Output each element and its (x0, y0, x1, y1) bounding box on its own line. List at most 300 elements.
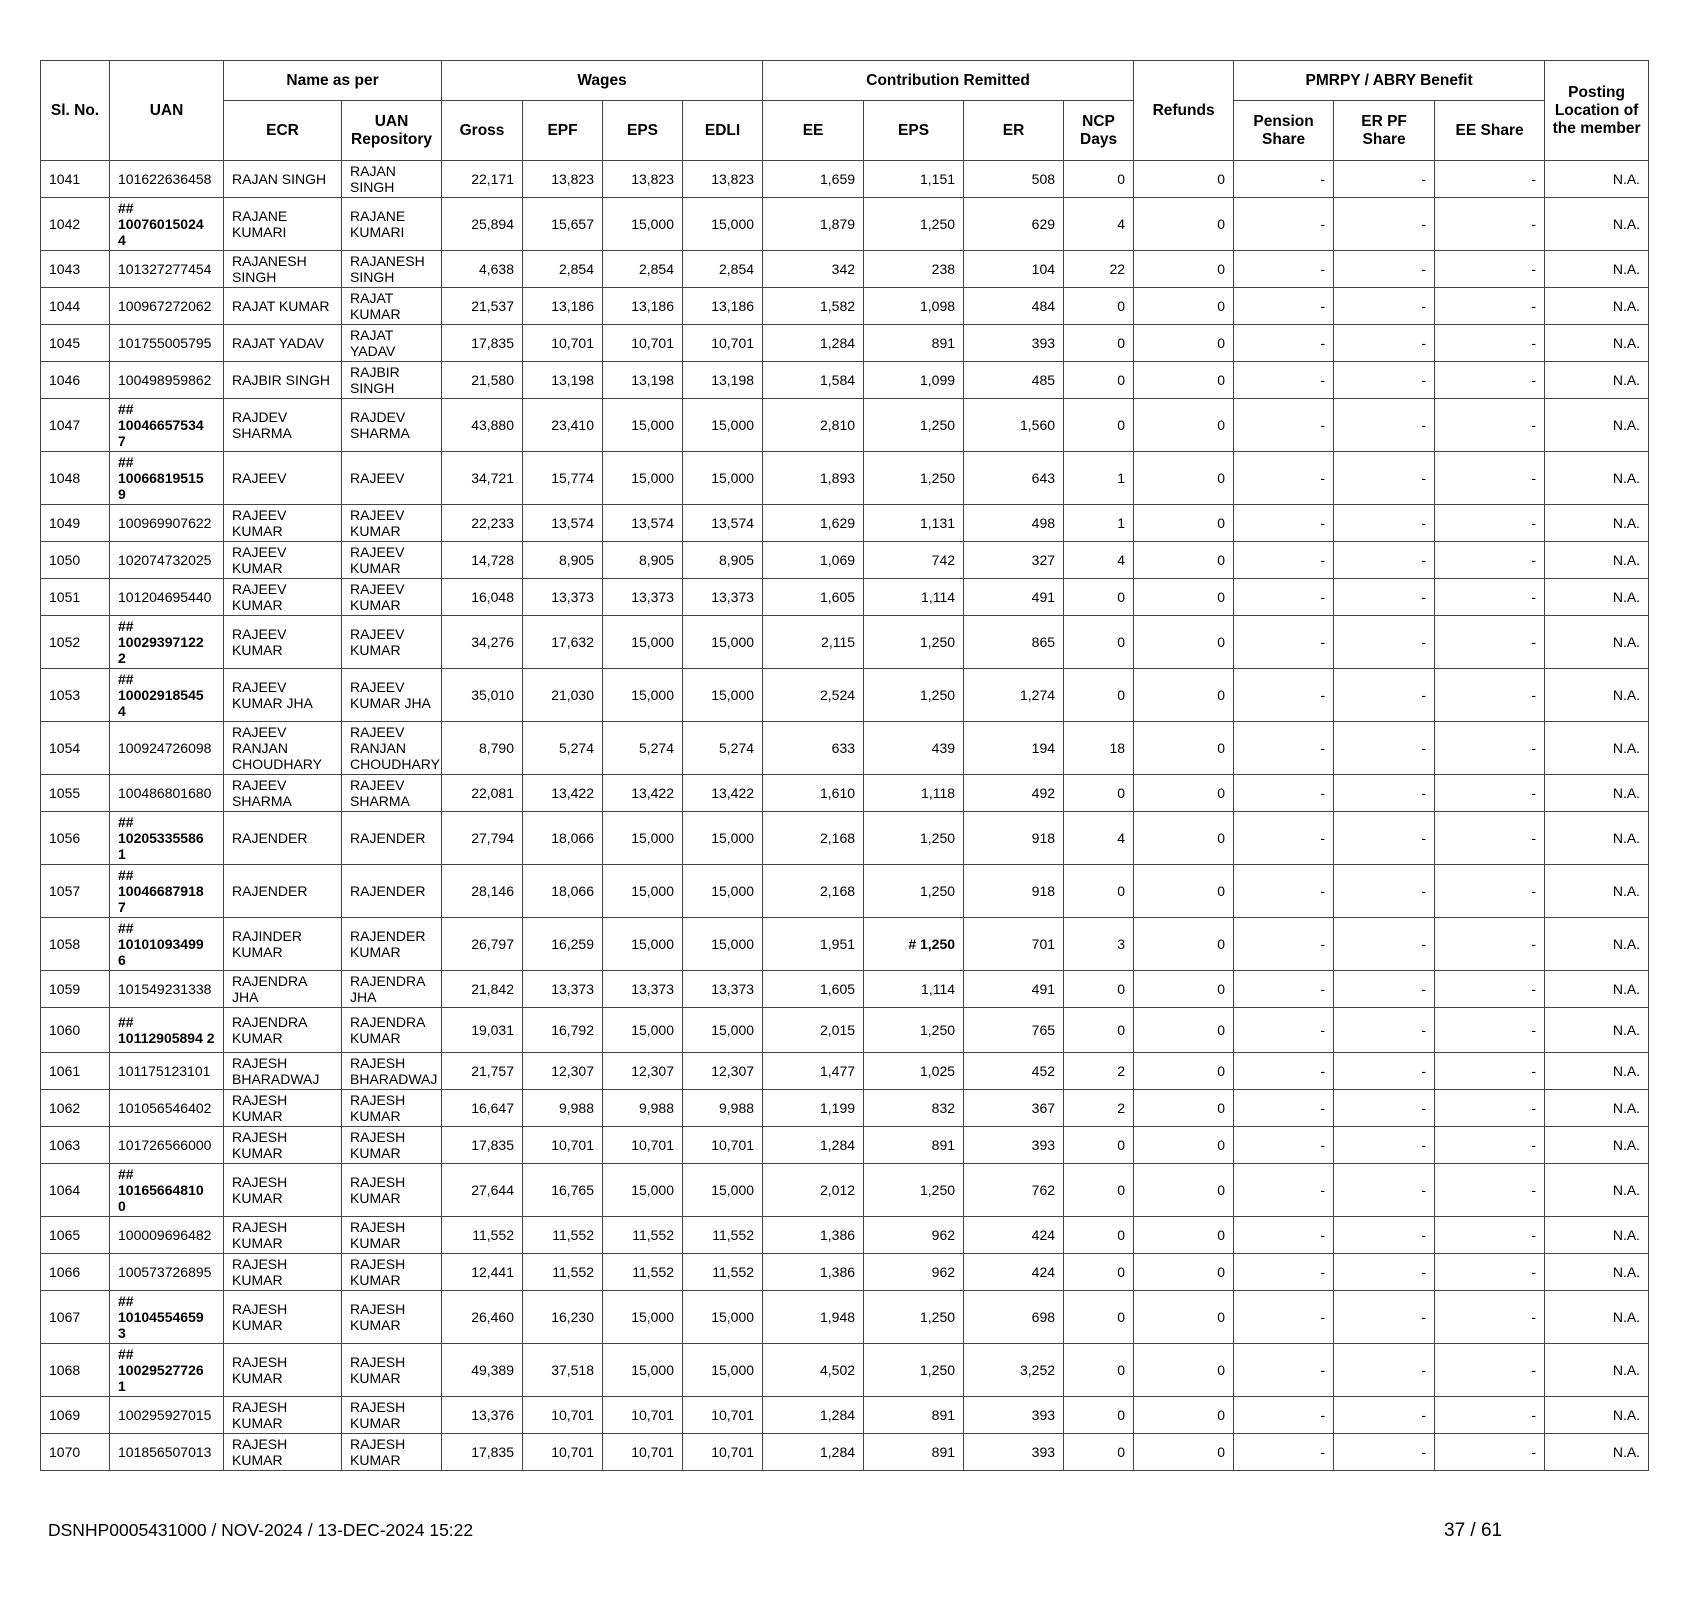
cell-contribution-eps: 1,250 (864, 669, 964, 722)
cell-pension-share: - (1234, 1090, 1334, 1127)
cell-er-pf-share: - (1334, 1434, 1435, 1471)
cell-name-ecr: RAJAT YADAV (224, 325, 342, 362)
cell-epf: 13,574 (523, 505, 603, 542)
cell-sl-no: 1047 (41, 399, 110, 452)
cell-er: 492 (964, 775, 1064, 812)
col-epf: EPF (523, 101, 603, 161)
cell-sl-no: 1043 (41, 251, 110, 288)
cell-epf: 12,307 (523, 1053, 603, 1090)
cell-refunds: 0 (1134, 198, 1234, 251)
cell-eps: 5,274 (603, 722, 683, 775)
cell-eps: 15,000 (603, 1291, 683, 1344)
cell-gross: 21,842 (442, 971, 523, 1008)
cell-ee: 1,284 (763, 1434, 864, 1471)
cell-er: 643 (964, 452, 1064, 505)
cell-ee: 2,015 (763, 1008, 864, 1053)
cell-gross: 43,880 (442, 399, 523, 452)
cell-gross: 35,010 (442, 669, 523, 722)
table-row (41, 1344, 1649, 1397)
cell-pension-share: - (1234, 1053, 1334, 1090)
cell-contribution-eps: 962 (864, 1254, 964, 1291)
cell-edli: 15,000 (683, 865, 763, 918)
cell-name-uan-repository: RAJENDER KUMAR (342, 918, 442, 971)
cell-er: 393 (964, 1434, 1064, 1471)
cell-sl-no: 1057 (41, 865, 110, 918)
cell-uan: 100486801680 (110, 775, 224, 812)
table-row (41, 918, 1649, 971)
cell-name-ecr: RAJEEV KUMAR (224, 616, 342, 669)
cell-sl-no: 1045 (41, 325, 110, 362)
cell-contribution-eps: 1,250 (864, 399, 964, 452)
cell-contribution-eps: 1,151 (864, 161, 964, 198)
table-row (41, 399, 1649, 452)
cell-posting-location: N.A. (1545, 1053, 1649, 1090)
group-pmrpy-abry: PMRPY / ABRY Benefit (1234, 61, 1545, 101)
cell-posting-location: N.A. (1545, 865, 1649, 918)
cell-ncp-days: 0 (1064, 865, 1134, 918)
cell-name-ecr: RAJESH KUMAR (224, 1344, 342, 1397)
cell-ncp-days: 1 (1064, 452, 1134, 505)
cell-ee-share: - (1435, 1397, 1545, 1434)
cell-posting-location: N.A. (1545, 1164, 1649, 1217)
cell-contribution-eps: 1,250 (864, 616, 964, 669)
cell-er: 698 (964, 1291, 1064, 1344)
cell-er: 918 (964, 812, 1064, 865)
cell-ncp-days: 0 (1064, 1254, 1134, 1291)
table-row (41, 865, 1649, 918)
cell-contribution-eps: 742 (864, 542, 964, 579)
cell-ee-share: - (1435, 1434, 1545, 1471)
col-contribution-eps: EPS (864, 101, 964, 161)
col-ncp-days: NCP Days (1064, 101, 1134, 161)
cell-ee-share: - (1435, 1127, 1545, 1164)
cell-gross: 21,757 (442, 1053, 523, 1090)
cell-gross: 17,835 (442, 1434, 523, 1471)
table-row (41, 1217, 1649, 1254)
cell-er: 194 (964, 722, 1064, 775)
cell-name-ecr: RAJEEV KUMAR JHA (224, 669, 342, 722)
cell-uan: ## 10076015024 4 (110, 198, 224, 251)
cell-refunds: 0 (1134, 1164, 1234, 1217)
cell-er-pf-share: - (1334, 542, 1435, 579)
cell-er: 918 (964, 865, 1064, 918)
cell-pension-share: - (1234, 362, 1334, 399)
cell-gross: 16,048 (442, 579, 523, 616)
cell-eps: 15,000 (603, 616, 683, 669)
table-row (41, 161, 1649, 198)
cell-refunds: 0 (1134, 1127, 1234, 1164)
cell-refunds: 0 (1134, 325, 1234, 362)
table-row (41, 1127, 1649, 1164)
table-row (41, 1164, 1649, 1217)
cell-pension-share: - (1234, 1291, 1334, 1344)
cell-name-uan-repository: RAJAT KUMAR (342, 288, 442, 325)
cell-edli: 15,000 (683, 399, 763, 452)
cell-epf: 11,552 (523, 1254, 603, 1291)
cell-refunds: 0 (1134, 288, 1234, 325)
cell-edli: 11,552 (683, 1254, 763, 1291)
col-posting-location: Posting Location of the member (1545, 61, 1649, 161)
cell-pension-share: - (1234, 1217, 1334, 1254)
cell-ee: 1,629 (763, 505, 864, 542)
cell-name-ecr: RAJEEV KUMAR (224, 542, 342, 579)
cell-ncp-days: 0 (1064, 579, 1134, 616)
cell-edli: 11,552 (683, 1217, 763, 1254)
cell-ee: 2,115 (763, 616, 864, 669)
cell-epf: 13,186 (523, 288, 603, 325)
cell-refunds: 0 (1134, 865, 1234, 918)
cell-refunds: 0 (1134, 452, 1234, 505)
cell-name-uan-repository: RAJENDER (342, 865, 442, 918)
cell-epf: 37,518 (523, 1344, 603, 1397)
cell-pension-share: - (1234, 1254, 1334, 1291)
cell-er-pf-share: - (1334, 362, 1435, 399)
cell-epf: 13,422 (523, 775, 603, 812)
cell-gross: 22,171 (442, 161, 523, 198)
cell-refunds: 0 (1134, 1344, 1234, 1397)
table-row (41, 198, 1649, 251)
cell-eps: 15,000 (603, 812, 683, 865)
cell-er: 1,560 (964, 399, 1064, 452)
cell-er: 393 (964, 325, 1064, 362)
cell-gross: 21,580 (442, 362, 523, 399)
cell-er-pf-share: - (1334, 161, 1435, 198)
cell-eps: 15,000 (603, 399, 683, 452)
cell-edli: 15,000 (683, 1008, 763, 1053)
cell-gross: 25,894 (442, 198, 523, 251)
table-row (41, 1434, 1649, 1471)
cell-gross: 34,721 (442, 452, 523, 505)
cell-name-uan-repository: RAJESH KUMAR (342, 1090, 442, 1127)
cell-pension-share: - (1234, 812, 1334, 865)
cell-gross: 28,146 (442, 865, 523, 918)
cell-contribution-eps: 891 (864, 1434, 964, 1471)
cell-sl-no: 1046 (41, 362, 110, 399)
cell-contribution-eps: 1,098 (864, 288, 964, 325)
cell-er: 508 (964, 161, 1064, 198)
cell-er-pf-share: - (1334, 971, 1435, 1008)
cell-sl-no: 1067 (41, 1291, 110, 1344)
cell-posting-location: N.A. (1545, 1291, 1649, 1344)
cell-ee: 1,659 (763, 161, 864, 198)
cell-uan: 100009696482 (110, 1217, 224, 1254)
cell-name-ecr: RAJESH KUMAR (224, 1397, 342, 1434)
cell-er-pf-share: - (1334, 1217, 1435, 1254)
col-sl-no: Sl. No. (41, 61, 110, 161)
cell-posting-location: N.A. (1545, 1254, 1649, 1291)
cell-eps: 15,000 (603, 1344, 683, 1397)
cell-epf: 13,373 (523, 971, 603, 1008)
cell-contribution-eps: 1,099 (864, 362, 964, 399)
cell-refunds: 0 (1134, 1217, 1234, 1254)
cell-refunds: 0 (1134, 971, 1234, 1008)
cell-epf: 5,274 (523, 722, 603, 775)
cell-ee-share: - (1435, 288, 1545, 325)
cell-sl-no: 1052 (41, 616, 110, 669)
cell-name-ecr: RAJESH KUMAR (224, 1434, 342, 1471)
table-row (41, 669, 1649, 722)
cell-uan: 101726566000 (110, 1127, 224, 1164)
cell-eps: 15,000 (603, 865, 683, 918)
cell-gross: 34,276 (442, 616, 523, 669)
cell-epf: 2,854 (523, 251, 603, 288)
cell-gross: 16,647 (442, 1090, 523, 1127)
cell-name-ecr: RAJENDER (224, 865, 342, 918)
cell-pension-share: - (1234, 775, 1334, 812)
cell-posting-location: N.A. (1545, 251, 1649, 288)
cell-posting-location: N.A. (1545, 399, 1649, 452)
cell-name-ecr: RAJEEV (224, 452, 342, 505)
cell-posting-location: N.A. (1545, 1344, 1649, 1397)
cell-ee: 633 (763, 722, 864, 775)
cell-posting-location: N.A. (1545, 505, 1649, 542)
cell-refunds: 0 (1134, 1291, 1234, 1344)
cell-name-uan-repository: RAJESH KUMAR (342, 1344, 442, 1397)
cell-epf: 23,410 (523, 399, 603, 452)
cell-epf: 13,823 (523, 161, 603, 198)
cell-name-uan-repository: RAJESH KUMAR (342, 1127, 442, 1164)
cell-eps: 13,186 (603, 288, 683, 325)
cell-gross: 13,376 (442, 1397, 523, 1434)
cell-posting-location: N.A. (1545, 288, 1649, 325)
cell-er-pf-share: - (1334, 251, 1435, 288)
cell-posting-location: N.A. (1545, 362, 1649, 399)
cell-er: 367 (964, 1090, 1064, 1127)
cell-ncp-days: 0 (1064, 1164, 1134, 1217)
cell-contribution-eps: 1,250 (864, 812, 964, 865)
cell-uan: ## 10104554659 3 (110, 1291, 224, 1344)
cell-edli: 15,000 (683, 198, 763, 251)
cell-name-ecr: RAJESH KUMAR (224, 1127, 342, 1164)
cell-refunds: 0 (1134, 1434, 1234, 1471)
cell-er: 104 (964, 251, 1064, 288)
cell-name-ecr: RAJENDER (224, 812, 342, 865)
cell-posting-location: N.A. (1545, 1008, 1649, 1053)
cell-ee-share: - (1435, 918, 1545, 971)
cell-gross: 17,835 (442, 325, 523, 362)
cell-name-uan-repository: RAJEEV SHARMA (342, 775, 442, 812)
cell-edli: 15,000 (683, 1344, 763, 1397)
cell-ncp-days: 4 (1064, 198, 1134, 251)
cell-epf: 11,552 (523, 1217, 603, 1254)
cell-uan: ## 10205335586 1 (110, 812, 224, 865)
cell-ee-share: - (1435, 198, 1545, 251)
cell-ncp-days: 0 (1064, 1434, 1134, 1471)
col-pension-share: Pension Share (1234, 101, 1334, 161)
cell-gross: 27,794 (442, 812, 523, 865)
cell-er-pf-share: - (1334, 1291, 1435, 1344)
cell-gross: 22,081 (442, 775, 523, 812)
cell-edli: 15,000 (683, 616, 763, 669)
cell-eps: 13,198 (603, 362, 683, 399)
cell-uan: ## 10066819515 9 (110, 452, 224, 505)
cell-refunds: 0 (1134, 722, 1234, 775)
cell-name-ecr: RAJESH KUMAR (224, 1090, 342, 1127)
footer-reference: DSNHP0005431000 / NOV-2024 / 13-DEC-2024 15:22 (48, 1520, 474, 1540)
cell-er: 452 (964, 1053, 1064, 1090)
cell-sl-no: 1048 (41, 452, 110, 505)
cell-ee: 1,610 (763, 775, 864, 812)
cell-name-uan-repository: RAJEEV KUMAR (342, 505, 442, 542)
cell-refunds: 0 (1134, 362, 1234, 399)
cell-sl-no: 1061 (41, 1053, 110, 1090)
cell-er: 393 (964, 1397, 1064, 1434)
cell-gross: 14,728 (442, 542, 523, 579)
cell-er: 491 (964, 579, 1064, 616)
cell-uan: ## 10046657534 7 (110, 399, 224, 452)
cell-contribution-eps: 832 (864, 1090, 964, 1127)
cell-sl-no: 1049 (41, 505, 110, 542)
cell-edli: 15,000 (683, 1291, 763, 1344)
cell-name-uan-repository: RAJENDER (342, 812, 442, 865)
cell-gross: 19,031 (442, 1008, 523, 1053)
cell-edli: 10,701 (683, 325, 763, 362)
group-wages: Wages (442, 61, 763, 101)
cell-sl-no: 1058 (41, 918, 110, 971)
cell-pension-share: - (1234, 198, 1334, 251)
cell-name-uan-repository: RAJEEV RANJAN CHOUDHARY (342, 722, 442, 775)
cell-uan: 101549231338 (110, 971, 224, 1008)
cell-er-pf-share: - (1334, 812, 1435, 865)
table-row (41, 251, 1649, 288)
cell-name-uan-repository: RAJESH KUMAR (342, 1397, 442, 1434)
cell-ee-share: - (1435, 579, 1545, 616)
cell-posting-location: N.A. (1545, 579, 1649, 616)
cell-er-pf-share: - (1334, 865, 1435, 918)
cell-name-ecr: RAJESH KUMAR (224, 1164, 342, 1217)
cell-uan: ## 10101093499 6 (110, 918, 224, 971)
cell-edli: 15,000 (683, 669, 763, 722)
cell-er-pf-share: - (1334, 918, 1435, 971)
cell-er: 629 (964, 198, 1064, 251)
cell-ee: 1,199 (763, 1090, 864, 1127)
cell-pension-share: - (1234, 452, 1334, 505)
cell-name-ecr: RAJEEV SHARMA (224, 775, 342, 812)
cell-ee: 4,502 (763, 1344, 864, 1397)
cell-epf: 10,701 (523, 1434, 603, 1471)
cell-contribution-eps: 1,131 (864, 505, 964, 542)
cell-ee-share: - (1435, 161, 1545, 198)
cell-uan: 100969907622 (110, 505, 224, 542)
cell-ncp-days: 0 (1064, 325, 1134, 362)
cell-posting-location: N.A. (1545, 161, 1649, 198)
cell-er-pf-share: - (1334, 616, 1435, 669)
cell-contribution-eps: 238 (864, 251, 964, 288)
cell-contribution-eps: 891 (864, 1127, 964, 1164)
cell-ncp-days: 22 (1064, 251, 1134, 288)
cell-ee: 2,524 (763, 669, 864, 722)
cell-ee-share: - (1435, 1008, 1545, 1053)
cell-ee-share: - (1435, 1217, 1545, 1254)
cell-contribution-eps: 1,250 (864, 198, 964, 251)
cell-eps: 10,701 (603, 1127, 683, 1164)
col-ee-share: EE Share (1435, 101, 1545, 161)
cell-ncp-days: 0 (1064, 1127, 1134, 1164)
cell-ee: 1,582 (763, 288, 864, 325)
cell-edli: 15,000 (683, 452, 763, 505)
cell-posting-location: N.A. (1545, 1397, 1649, 1434)
cell-ee: 2,168 (763, 865, 864, 918)
cell-sl-no: 1059 (41, 971, 110, 1008)
cell-ee-share: - (1435, 669, 1545, 722)
cell-pension-share: - (1234, 1434, 1334, 1471)
cell-er: 498 (964, 505, 1064, 542)
cell-uan: ## 10029397122 2 (110, 616, 224, 669)
cell-ncp-days: 2 (1064, 1090, 1134, 1127)
cell-ee-share: - (1435, 325, 1545, 362)
cell-er-pf-share: - (1334, 1008, 1435, 1053)
cell-uan: 100967272062 (110, 288, 224, 325)
cell-ncp-days: 2 (1064, 1053, 1134, 1090)
cell-epf: 10,701 (523, 325, 603, 362)
cell-edli: 10,701 (683, 1127, 763, 1164)
cell-ncp-days: 0 (1064, 669, 1134, 722)
table-row (41, 1090, 1649, 1127)
cell-name-uan-repository: RAJESH BHARADWAJ (342, 1053, 442, 1090)
cell-edli: 13,823 (683, 161, 763, 198)
cell-name-ecr: RAJEEV KUMAR (224, 505, 342, 542)
cell-refunds: 0 (1134, 616, 1234, 669)
cell-uan: 100924726098 (110, 722, 224, 775)
table-row (41, 722, 1649, 775)
cell-sl-no: 1068 (41, 1344, 110, 1397)
cell-pension-share: - (1234, 918, 1334, 971)
cell-ncp-days: 18 (1064, 722, 1134, 775)
table-row (41, 452, 1649, 505)
cell-er-pf-share: - (1334, 1090, 1435, 1127)
cell-sl-no: 1053 (41, 669, 110, 722)
cell-ee-share: - (1435, 812, 1545, 865)
cell-pension-share: - (1234, 865, 1334, 918)
cell-pension-share: - (1234, 971, 1334, 1008)
group-contribution-remitted: Contribution Remitted (763, 61, 1134, 101)
cell-contribution-eps: 1,250 (864, 1008, 964, 1053)
cell-uan: ## 10112905894 2 (110, 1008, 224, 1053)
cell-name-uan-repository: RAJANE KUMARI (342, 198, 442, 251)
cell-er: 701 (964, 918, 1064, 971)
cell-refunds: 0 (1134, 399, 1234, 452)
cell-refunds: 0 (1134, 1397, 1234, 1434)
cell-ee-share: - (1435, 1344, 1545, 1397)
cell-ncp-days: 0 (1064, 616, 1134, 669)
cell-pension-share: - (1234, 542, 1334, 579)
col-gross: Gross (442, 101, 523, 161)
cell-pension-share: - (1234, 505, 1334, 542)
cell-er: 762 (964, 1164, 1064, 1217)
cell-eps: 15,000 (603, 918, 683, 971)
cell-er-pf-share: - (1334, 452, 1435, 505)
cell-edli: 2,854 (683, 251, 763, 288)
cell-eps: 9,988 (603, 1090, 683, 1127)
cell-ee-share: - (1435, 722, 1545, 775)
cell-epf: 10,701 (523, 1127, 603, 1164)
cell-name-uan-repository: RAJESH KUMAR (342, 1291, 442, 1344)
cell-sl-no: 1069 (41, 1397, 110, 1434)
cell-ee-share: - (1435, 1291, 1545, 1344)
cell-er-pf-share: - (1334, 325, 1435, 362)
cell-epf: 10,701 (523, 1397, 603, 1434)
cell-edli: 12,307 (683, 1053, 763, 1090)
cell-ncp-days: 0 (1064, 1217, 1134, 1254)
table-row (41, 812, 1649, 865)
col-refunds: Refunds (1134, 61, 1234, 161)
col-uan: UAN (110, 61, 224, 161)
cell-epf: 15,774 (523, 452, 603, 505)
cell-ncp-days: 3 (1064, 918, 1134, 971)
cell-ee-share: - (1435, 251, 1545, 288)
cell-posting-location: N.A. (1545, 722, 1649, 775)
cell-epf: 13,198 (523, 362, 603, 399)
